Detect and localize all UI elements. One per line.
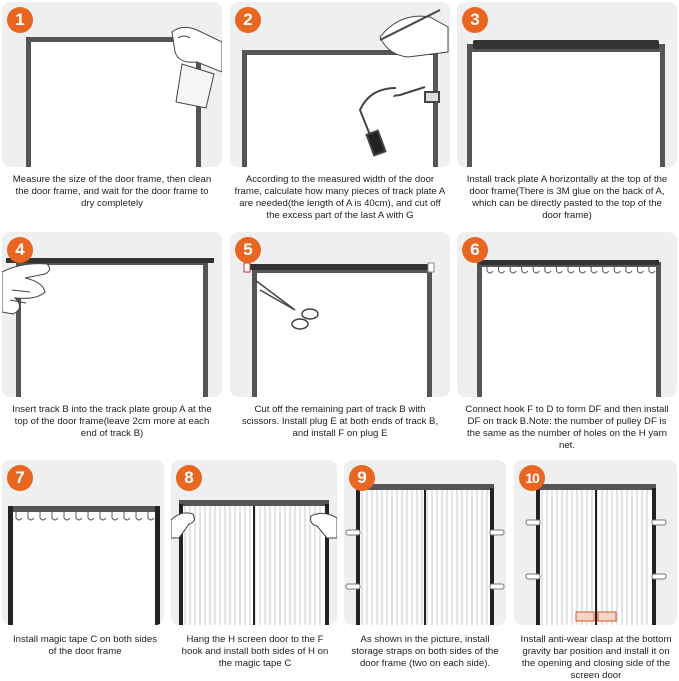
step-1-panel	[2, 2, 222, 167]
step-9-panel	[344, 460, 506, 625]
step-7-panel	[2, 460, 164, 625]
magic-tape-left	[8, 506, 13, 625]
step-3-caption: Install track plate A horizontally at the top of the door frame(There is 3M glue on the back of A, which can be directly pasted to the top of the door frame)	[466, 174, 668, 221]
step-10-panel	[514, 460, 677, 625]
step-6-caption: Connect hook F to D to form DF and then install DF on track B.Note: the number of pulley DF is the same as the number of holes on the H yarn net.	[465, 404, 669, 451]
plug-e-right	[428, 263, 434, 272]
step-badge: 4	[7, 237, 33, 263]
step-1-caption: Measure the size of the door frame, then clean the door frame, and wait for the door frame to dry completely	[12, 174, 212, 209]
step-1-illustration	[2, 2, 222, 167]
step-6-panel	[457, 232, 677, 397]
step-badge: 7	[7, 465, 33, 491]
track-b	[6, 258, 214, 263]
step-2-caption: According to the measured width of the door frame, calculate how many pieces of track plate A are needed(the length of A is 40cm), and cut off the excess part of the last A with G	[234, 174, 446, 221]
step-6-illustration	[457, 232, 677, 397]
step-4-illustration	[2, 232, 222, 397]
step-2-illustration	[230, 2, 450, 167]
step-badge: 9	[349, 465, 375, 491]
step-8-caption: Hang the H screen door to the F hook and install both sides of H on the magic tape C	[181, 634, 329, 669]
step-3-illustration	[457, 2, 677, 167]
step-10-caption: Install anti-wear clasp at the bottom gravity bar position and install it on the opening and closing side of the screen door	[520, 634, 672, 681]
track-b	[479, 260, 659, 265]
step-3-panel	[457, 2, 677, 167]
step-4-panel	[2, 232, 222, 397]
step-badge: 10	[519, 465, 545, 491]
step-8-panel	[171, 460, 337, 625]
pencil-hand-icon	[380, 10, 448, 57]
step-badge: 1	[7, 7, 33, 33]
step-5-illustration	[230, 232, 450, 397]
step-7-caption: Install magic tape C on both sides of the door frame	[13, 634, 157, 657]
step-badge: 5	[235, 237, 261, 263]
track-plate-a	[473, 40, 659, 49]
plug-e-left	[244, 263, 250, 272]
step-5-panel	[230, 232, 450, 397]
step-5-caption: Cut off the remaining part of track B with scissors. Install plug E at both ends of track B, and install F on plug E	[241, 404, 439, 439]
step-badge: 2	[235, 7, 261, 33]
step-4-caption: Insert track B into the track plate group A at the top of the door frame(leave 2cm more at each end of track B)	[12, 404, 212, 439]
magic-tape-right	[155, 506, 160, 625]
step-badge: 8	[176, 465, 202, 491]
track-b	[248, 264, 432, 270]
step-9-caption: As shown in the picture, install storage straps on both sides of the door frame (two on each side).	[351, 634, 499, 669]
step-2-panel	[230, 2, 450, 167]
step-badge: 3	[462, 7, 488, 33]
step-badge: 6	[462, 237, 488, 263]
